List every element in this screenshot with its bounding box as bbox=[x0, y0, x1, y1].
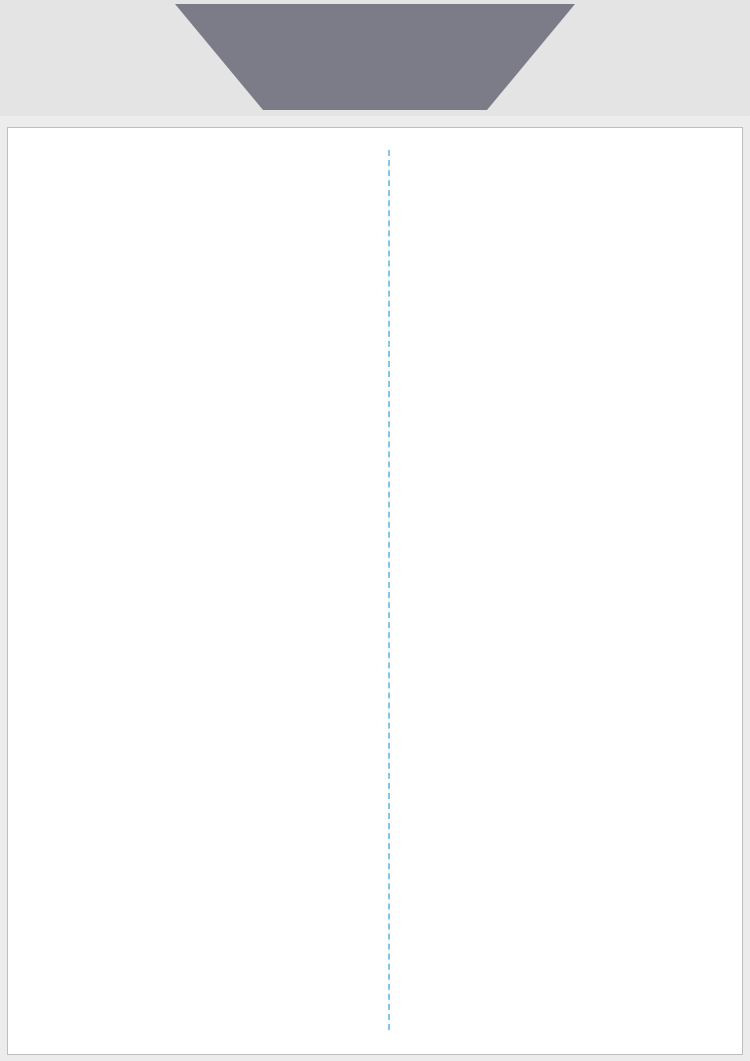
banner bbox=[0, 0, 750, 116]
banner-trapezoid bbox=[175, 4, 575, 110]
answer-card bbox=[7, 127, 743, 1055]
column-divider bbox=[388, 150, 390, 1030]
